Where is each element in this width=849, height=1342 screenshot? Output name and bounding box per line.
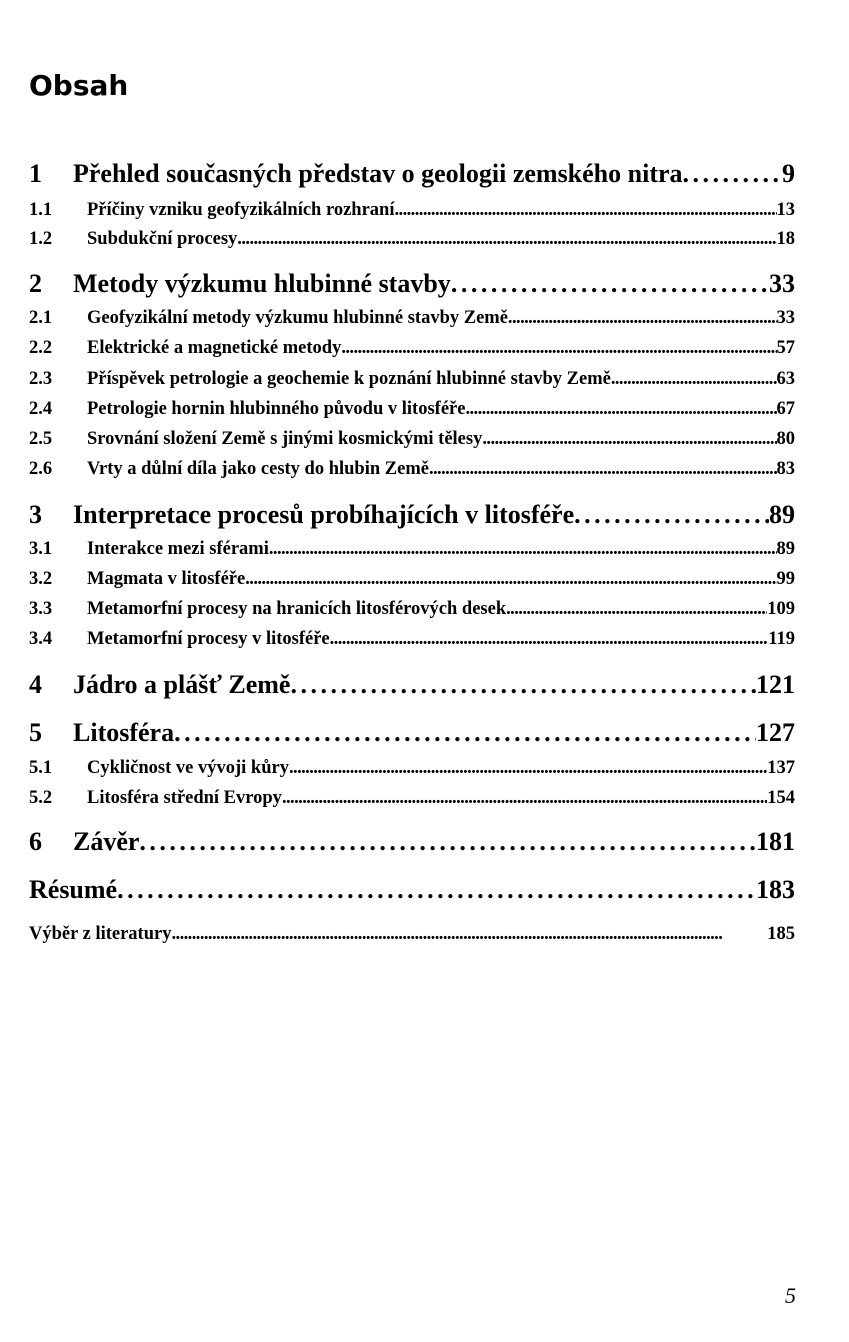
toc-entry-3-3[interactable] xyxy=(29,597,795,621)
toc-dot-leader xyxy=(574,499,769,531)
toc-entry-page: 63 xyxy=(776,369,795,389)
toc-entry-4[interactable] xyxy=(29,669,795,701)
toc-dot-leader xyxy=(451,268,769,300)
toc-entry-title: Résumé xyxy=(29,875,118,904)
toc-entry-bibliography[interactable] xyxy=(29,922,795,946)
toc-entry-3-2[interactable] xyxy=(29,567,795,591)
toc-entry-number: 4 xyxy=(29,670,42,699)
toc-entry-page: 127 xyxy=(756,718,795,747)
toc-entry-title: Litosféra střední Evropy xyxy=(87,788,282,808)
toc-dot-leader xyxy=(330,627,769,651)
toc-entry-number: 2.2 xyxy=(29,338,53,358)
toc-dot-leader xyxy=(289,756,767,780)
toc-entry-title: Výběr z literatury xyxy=(29,924,172,944)
toc-entry-number: 2.5 xyxy=(29,429,53,449)
toc-entry-2-3[interactable] xyxy=(29,367,795,391)
toc-dot-leader xyxy=(290,669,756,701)
toc-entry-3[interactable] xyxy=(29,499,795,531)
toc-entry-page: 99 xyxy=(776,569,795,589)
toc-entry-page: 80 xyxy=(776,429,795,449)
toc-dot-leader xyxy=(139,826,756,858)
toc-entry-5[interactable] xyxy=(29,717,795,749)
toc-entry-page: 137 xyxy=(767,758,795,778)
toc-dot-leader xyxy=(174,717,756,749)
toc-entry-title: Subdukční procesy xyxy=(87,229,238,249)
toc-entry-2-6[interactable] xyxy=(29,457,795,481)
toc-dot-leader xyxy=(683,158,782,190)
toc-entry-title: Metody výzkumu hlubinné stavby xyxy=(73,269,451,298)
toc-entry-resume[interactable] xyxy=(29,874,795,906)
toc-entry-page: 33 xyxy=(769,269,795,298)
toc-entry-number: 5 xyxy=(29,718,42,747)
toc-dot-leader xyxy=(237,227,776,251)
toc-entry-number: 2 xyxy=(29,269,42,298)
toc-entry-page: 33 xyxy=(776,308,795,328)
toc-entry-title: Jádro a plášť Země xyxy=(73,670,291,699)
toc-entry-number: 3.2 xyxy=(29,569,53,589)
toc-entry-number: 3 xyxy=(29,500,42,529)
toc-entry-page: 83 xyxy=(776,459,795,479)
toc-entry-title: Metamorfní procesy v litosféře xyxy=(87,629,330,649)
toc-entry-2-2[interactable] xyxy=(29,336,795,360)
toc-entry-page: 89 xyxy=(769,500,795,529)
toc-dot-leader xyxy=(611,367,777,391)
toc-entry-page: 13 xyxy=(776,200,795,220)
toc-dot-leader xyxy=(508,306,777,330)
toc-entry-number: 2.1 xyxy=(29,308,53,328)
toc-entry-page: 9 xyxy=(782,159,795,188)
toc-entry-2-5[interactable] xyxy=(29,427,795,451)
toc-entry-number: 3.1 xyxy=(29,539,53,559)
toc-entry-title: Závěr xyxy=(73,827,140,856)
toc-dot-leader xyxy=(482,427,776,451)
toc-entry-5-1[interactable] xyxy=(29,756,795,780)
toc-entry-title: Petrologie hornin hlubinného původu v litosféře xyxy=(87,399,466,419)
toc-entry-page: 121 xyxy=(756,670,795,699)
toc-entry-page: 109 xyxy=(767,599,795,619)
toc-entry-title: Příspěvek petrologie a geochemie k poznání hlubinné stavby Země xyxy=(87,369,611,389)
toc-entry-title: Cykličnost ve vývoji kůry xyxy=(87,758,289,778)
toc-entry-number: 5.1 xyxy=(29,758,53,778)
toc-entry-2[interactable] xyxy=(29,268,795,300)
toc-entry-page: 119 xyxy=(768,629,795,649)
toc-entry-3-4[interactable] xyxy=(29,627,795,651)
toc-entry-title: Interakce mezi sférami xyxy=(87,539,269,559)
toc-dot-leader xyxy=(394,198,776,222)
toc-entry-1-1[interactable] xyxy=(29,198,795,222)
toc-entry-title: Elektrické a magnetické metody xyxy=(87,338,342,358)
toc-entry-number: 3.3 xyxy=(29,599,53,619)
toc-dot-leader xyxy=(429,457,777,481)
toc-entry-number: 3.4 xyxy=(29,629,53,649)
toc-dot-leader xyxy=(245,567,776,591)
toc-entry-page: 67 xyxy=(776,399,795,419)
toc-entry-number: 2.6 xyxy=(29,459,53,479)
toc-entry-2-4[interactable] xyxy=(29,397,795,421)
toc-entry-page: 183 xyxy=(756,875,795,904)
toc-dot-leader xyxy=(269,537,777,561)
toc-entry-page: 89 xyxy=(776,539,795,559)
toc-entry-6[interactable] xyxy=(29,826,795,858)
toc-entry-1-2[interactable] xyxy=(29,227,795,251)
toc-dot-leader xyxy=(117,874,756,906)
toc-entry-page: 18 xyxy=(776,229,795,249)
toc-entry-page: 154 xyxy=(767,788,795,808)
toc-entry-title: Interpretace procesů probíhajících v litosféře xyxy=(73,500,575,529)
page-number: 5 xyxy=(785,1283,796,1308)
toc-entry-title: Litosféra xyxy=(73,718,175,747)
toc-dot-leader xyxy=(341,336,776,360)
toc-heading: Obsah xyxy=(29,69,129,102)
toc-entry-title: Geofyzikální metody výzkumu hlubinné stavby Země xyxy=(87,308,508,328)
toc-entry-title: Magmata v litosféře xyxy=(87,569,246,589)
toc-dot-leader xyxy=(171,922,767,946)
toc-entry-number: 2.3 xyxy=(29,369,53,389)
toc-entry-number: 5.2 xyxy=(29,788,53,808)
toc-entry-title: Přehled současných představ o geologii zemského nitra xyxy=(73,159,683,188)
toc-entry-number: 1.1 xyxy=(29,200,53,220)
toc-entry-2-1[interactable] xyxy=(29,306,795,330)
toc-dot-leader xyxy=(465,397,776,421)
toc-entry-title: Srovnání složení Země s jinými kosmickými tělesy xyxy=(87,429,483,449)
toc-entry-number: 6 xyxy=(29,827,42,856)
toc-dot-leader xyxy=(282,786,767,810)
toc-entry-title: Příčiny vzniku geofyzikálních rozhraní xyxy=(87,200,395,220)
toc-entry-1[interactable] xyxy=(29,158,795,190)
toc-entry-title: Metamorfní procesy na hranicích litosférových desek xyxy=(87,599,507,619)
toc-entry-3-1[interactable] xyxy=(29,537,795,561)
toc-entry-number: 2.4 xyxy=(29,399,53,419)
toc-entry-5-2[interactable] xyxy=(29,786,795,810)
toc-entry-number: 1 xyxy=(29,159,42,188)
toc-entry-page: 57 xyxy=(776,338,795,358)
toc-entry-number: 1.2 xyxy=(29,229,53,249)
toc-entry-title: Vrty a důlní díla jako cesty do hlubin Země xyxy=(87,459,429,479)
toc-dot-leader xyxy=(506,597,767,621)
toc-entry-page: 181 xyxy=(756,827,795,856)
toc-entry-page: 185 xyxy=(767,924,795,944)
